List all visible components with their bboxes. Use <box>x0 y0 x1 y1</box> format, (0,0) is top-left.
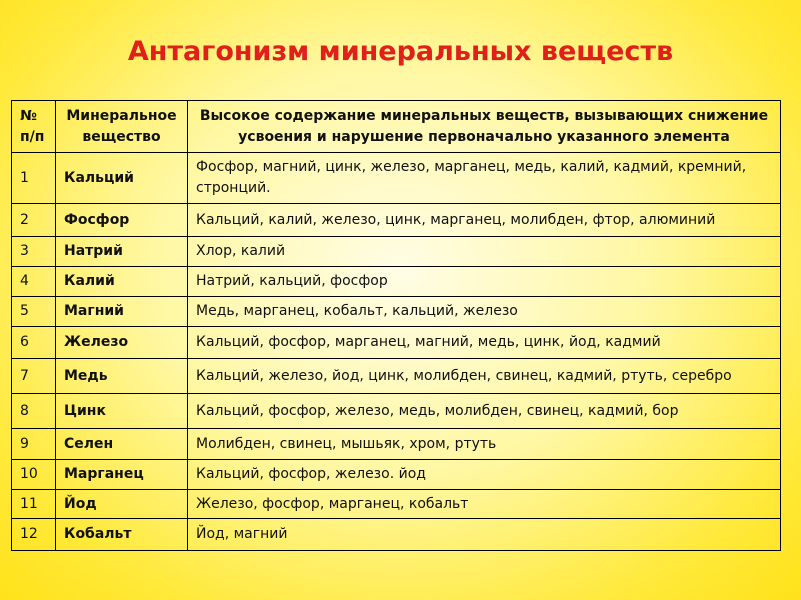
table-row <box>12 204 781 237</box>
table-row <box>12 519 781 551</box>
row-num: 7 <box>12 359 56 394</box>
header-antagonists: Высокое содержание минеральных веществ, вызывающих снижение усвоения и нарушение первоначально указанного элемента <box>188 101 781 153</box>
row-antagonists: Фосфор, магний, цинк, железо, марганец, медь, калий, кадмий, кремний, стронций. <box>188 153 781 204</box>
row-antagonists: Кальций, железо, йод, цинк, молибден, свинец, кадмий, ртуть, серебро <box>188 359 781 394</box>
row-antagonists: Кальций, калий, железо, цинк, марганец, молибден, фтор, алюминий <box>188 204 781 237</box>
header-element: Минеральное вещество <box>56 101 188 153</box>
row-num: 1 <box>12 153 56 204</box>
row-element: Натрий <box>56 237 188 267</box>
row-num: 4 <box>12 267 56 297</box>
row-antagonists: Кальций, фосфор, железо. йод <box>188 460 781 490</box>
table-row <box>12 394 781 429</box>
row-antagonists: Йод, магний <box>188 519 781 551</box>
row-element: Селен <box>56 429 188 460</box>
row-antagonists: Медь, марганец, кобальт, кальций, железо <box>188 297 781 327</box>
antagonism-table <box>11 100 781 551</box>
row-antagonists: Кальций, фосфор, железо, медь, молибден, свинец, кадмий, бор <box>188 394 781 429</box>
row-element: Кальций <box>56 153 188 204</box>
row-num: 10 <box>12 460 56 490</box>
table-header-row <box>12 101 781 153</box>
row-num: 12 <box>12 519 56 551</box>
table-row <box>12 490 781 519</box>
table-row <box>12 359 781 394</box>
row-element: Йод <box>56 490 188 519</box>
row-element: Железо <box>56 327 188 359</box>
row-num: 5 <box>12 297 56 327</box>
row-antagonists: Железо, фосфор, марганец, кобальт <box>188 490 781 519</box>
row-antagonists: Хлор, калий <box>188 237 781 267</box>
header-num: № п/п <box>12 101 56 153</box>
row-antagonists: Молибден, свинец, мышьяк, хром, ртуть <box>188 429 781 460</box>
row-element: Магний <box>56 297 188 327</box>
table-row <box>12 429 781 460</box>
row-element: Калий <box>56 267 188 297</box>
page-title: Антагонизм минеральных веществ <box>127 36 674 67</box>
row-num: 3 <box>12 237 56 267</box>
row-element: Цинк <box>56 394 188 429</box>
row-antagonists: Натрий, кальций, фосфор <box>188 267 781 297</box>
row-element: Кобальт <box>56 519 188 551</box>
row-num: 11 <box>12 490 56 519</box>
table-row <box>12 153 781 204</box>
table-row <box>12 327 781 359</box>
row-num: 6 <box>12 327 56 359</box>
row-num: 8 <box>12 394 56 429</box>
row-antagonists: Кальций, фосфор, марганец, магний, медь, цинк, йод, кадмий <box>188 327 781 359</box>
row-element: Фосфор <box>56 204 188 237</box>
row-element: Марганец <box>56 460 188 490</box>
row-num: 9 <box>12 429 56 460</box>
row-element: Медь <box>56 359 188 394</box>
table-row <box>12 237 781 267</box>
table-row <box>12 267 781 297</box>
row-num: 2 <box>12 204 56 237</box>
table-row <box>12 297 781 327</box>
table-row <box>12 460 781 490</box>
